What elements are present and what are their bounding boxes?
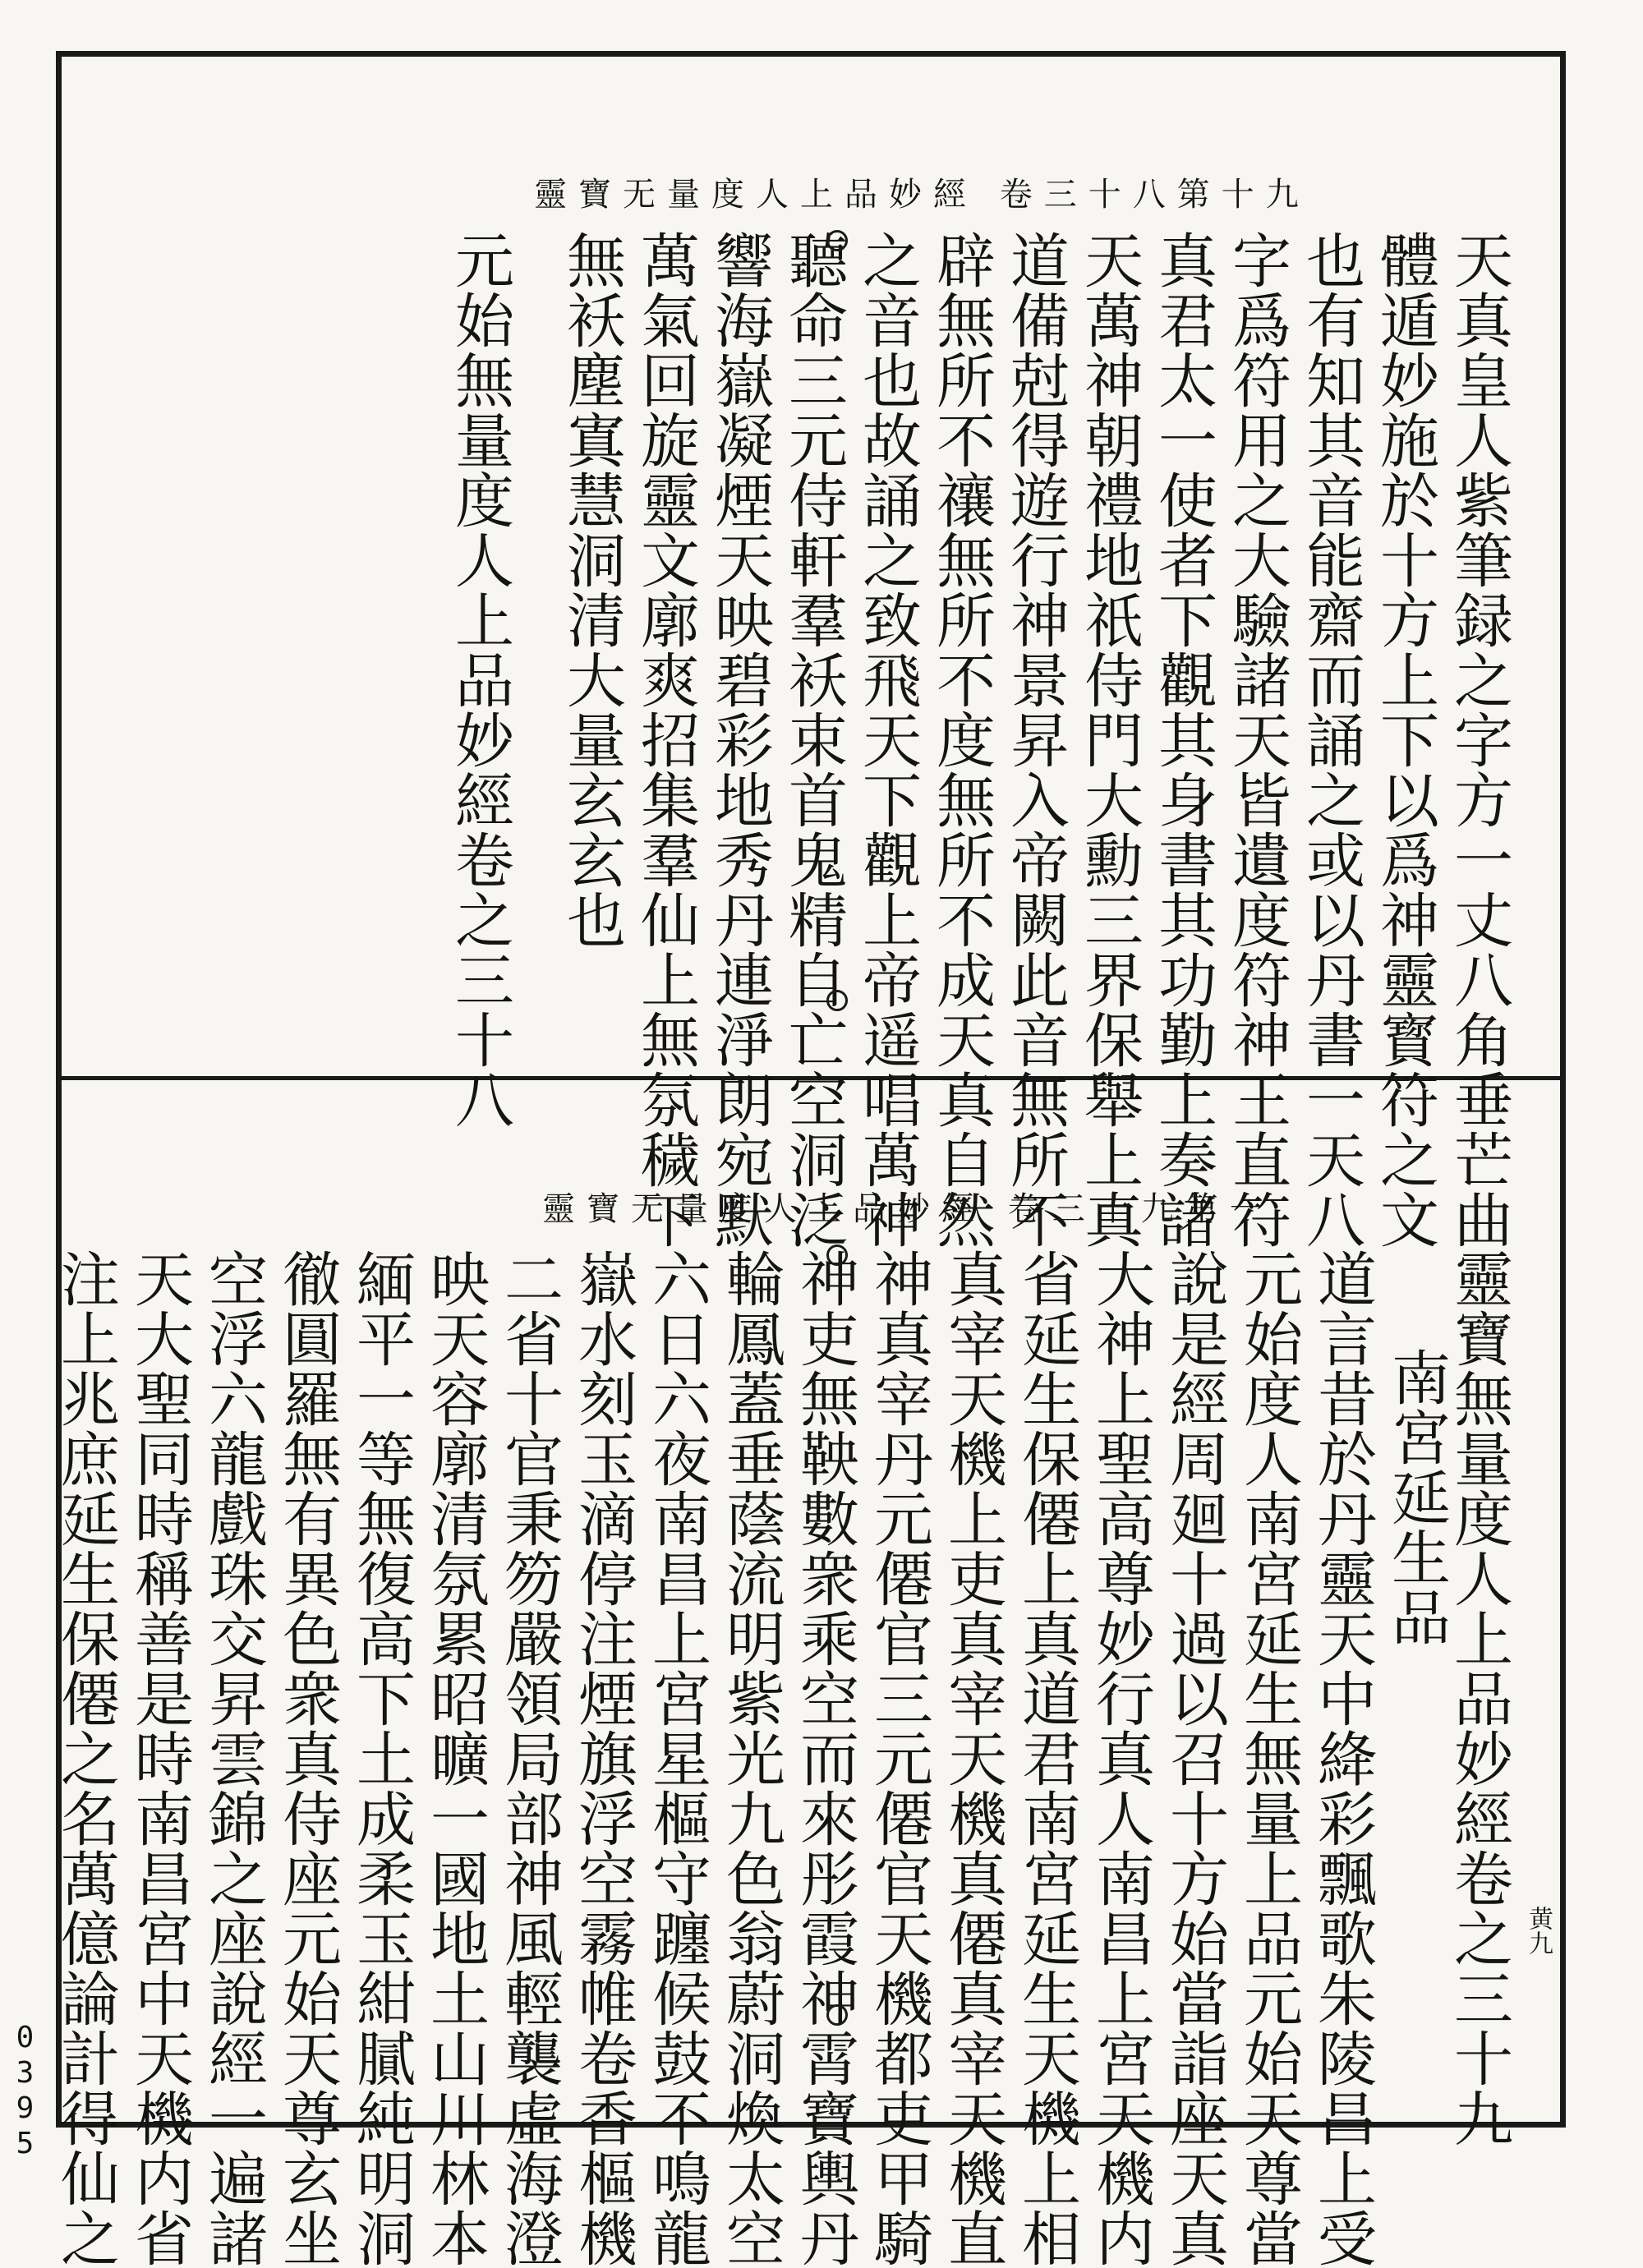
bottom-col-18: 空浮六龍戲珠交昇雲錦之座說經一遍諸 (199, 1249, 268, 2268)
top-col-5: 真君太一使者下觀其身書其功勤上奏諸 (1148, 230, 1217, 1249)
top-col-7: 道備尅得遊行神景昇入帝闕此音無所不 (1001, 230, 1070, 1249)
bottom-col-17: 徹圓羅無有異色衆真侍座元始天尊玄坐 (273, 1249, 342, 2268)
top-col-2: 體遁妙施於十方上下以爲神靈寳符之文 (1370, 230, 1439, 1249)
top-col-10: 聽命三元侍軒羣袄束首鬼精自亡空洞泛 (779, 230, 848, 1249)
bottom-col-14: 二省十官秉笏嚴領局部神風輕襲虛海澄 (495, 1249, 564, 2268)
bottom-col-title: 靈寶無量度人上品妙經卷之三十九 (1444, 1249, 1513, 2148)
punctuation-circle (826, 990, 848, 1011)
bottom-col-13: 嶽水刻玉滴停注煙旗浮空霧帷卷香樞機 (568, 1249, 637, 2268)
top-col-6: 天萬神朝禮地祇侍門大勳三界保舉上真 (1075, 230, 1144, 1249)
punctuation-circle (826, 230, 848, 251)
top-col-9: 之音也故誦之致飛天下觀上帝遥唱萬神 (853, 230, 922, 1249)
top-col-title-end: 元始無量度人上品妙經卷之三十八 (445, 230, 514, 1129)
punctuation-circle (826, 1244, 848, 1266)
bottom-col-7: 省延生保僊上真道君南宮延生天機上相 (1012, 1249, 1081, 2268)
page-number: 0395 (8, 2021, 42, 2162)
side-mark: 黄九 (1524, 1906, 1553, 1955)
bottom-col-5: 說是經周廻十過以召十方始當詣座天真 (1160, 1249, 1229, 2268)
top-col-1: 天真皇人紫筆録之字方一丈八角垂芒曲 (1444, 230, 1513, 1249)
bottom-col-11: 輪鳳蓋垂蔭流明紫光九色翁蔚洞煥太空 (716, 1249, 785, 2268)
top-panel-header: 靈寶无量度人上品妙經 卷三十八第十九 (534, 176, 1310, 214)
top-col-3: 也有知其音能齋而誦之或以丹書一天八 (1296, 230, 1365, 1249)
bottom-col-15: 映天容廓清氛累昭曠一國地土山川林本 (421, 1249, 490, 2268)
top-col-13: 無袄塵寘慧洞清大量玄玄也 (557, 230, 626, 950)
bottom-col-chapter: 南宮延生品 (1382, 1347, 1451, 1647)
bottom-col-9: 神真宰丹元僊官三元僊官天機都吏甲騎 (864, 1249, 933, 2268)
punctuation-circle (826, 2004, 848, 2026)
bottom-col-10: 神吏無鞅數衆乘空而來彤霞神霄寶輿丹 (790, 1249, 859, 2268)
top-col-12: 萬氣回旋靈文廓爽招集羣仙上無氛穢下 (631, 230, 700, 1249)
bottom-col-3: 道言昔於丹靈天中絳彩飄歌朱陵昌上受 (1308, 1249, 1377, 2268)
bottom-col-4: 元始度人南宮延生無量上品元始天尊當 (1234, 1249, 1303, 2268)
top-col-4: 字爲符用之大驗諸天皆遺度符神王直符 (1222, 230, 1291, 1249)
bottom-panel-header: 靈寶无量度人上品妙經 卷三十九第一 (542, 1190, 1274, 1228)
bottom-col-12: 六日六夜南昌上宮星樞守躔候鼓不鳴龍 (642, 1249, 711, 2268)
bottom-col-19: 天大聖同時稱善是時南昌宮中天機内省 (125, 1249, 194, 2268)
bottom-col-6: 大神上聖高尊妙行真人南昌上宮天機内 (1086, 1249, 1155, 2268)
top-col-8: 辟無所不禳無所不度無所不成天真自然 (927, 230, 996, 1249)
bottom-col-8: 真宰天機上吏真宰天機真僊真宰天機直 (938, 1249, 1007, 2268)
top-col-11: 響海嶽凝煙天映碧彩地秀丹連淨朗宛默 (705, 230, 774, 1249)
bottom-col-20: 注上兆庶延生保僊之名萬億論計得仙之 (51, 1249, 120, 2268)
bottom-col-16: 緬平一等無復高下土成柔玉紺膩純明洞 (347, 1249, 416, 2268)
